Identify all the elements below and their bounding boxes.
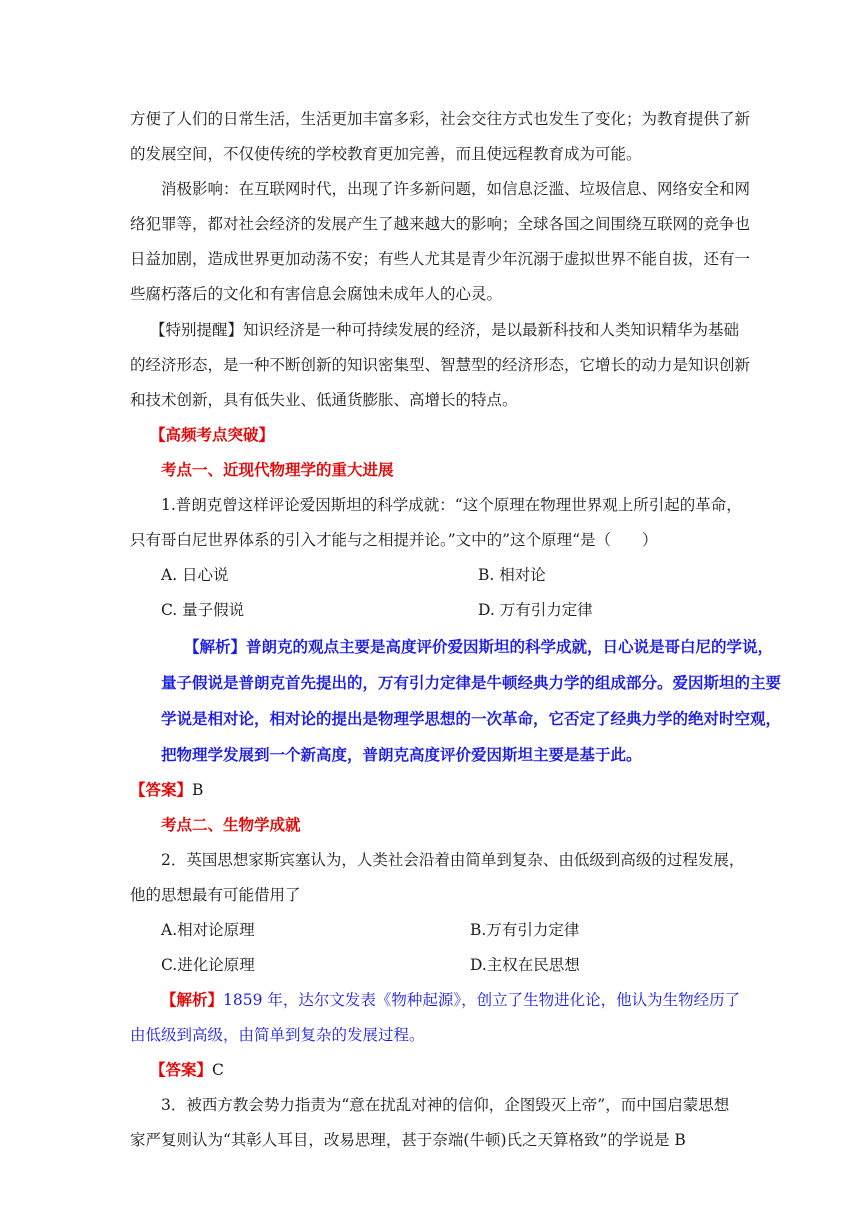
kp2-option-d: D.主权在民思想 bbox=[470, 956, 580, 974]
kp1-option-b: B. 相对论 bbox=[478, 566, 546, 584]
kp2-option-c: C.进化论原理 bbox=[161, 956, 255, 974]
para3-line1: 【特别提醒】知识经济是一种可持续发展的经济，是以最新科技和人类知识精华为基础 bbox=[150, 321, 740, 339]
kp2-answer-tag: 【答案】 bbox=[150, 1061, 213, 1079]
kp1-title: 考点一、近现代物理学的重大进展 bbox=[161, 461, 394, 479]
kp2-option-b: B.万有引力定律 bbox=[470, 921, 580, 939]
para3-line3: 和技术创新，具有低失业、低通货膨胀、高增长的特点。 bbox=[130, 391, 518, 409]
kp2-answer-value: C bbox=[212, 1061, 224, 1079]
para2-line4: 些腐朽落后的文化和有害信息会腐蚀未成年人的心灵。 bbox=[130, 285, 503, 303]
para3-line2: 的经济形态，是一种不断创新的知识密集型、智慧型的经济形态，它增长的动力是知识创新 bbox=[130, 356, 751, 374]
kp2-question-line1: 2．英国思想家斯宾塞认为，人类社会沿着由简单到复杂、由低级到高级的过程发展， bbox=[161, 851, 745, 869]
kp1-option-c: C. 量子假说 bbox=[161, 601, 245, 619]
kp1-answer-line bbox=[130, 779, 203, 801]
q3-line2: 家严复则认为“其彰人耳目，改易思理，甚于奈端(牛顿)氏之天算格致”的学说是 B bbox=[130, 1131, 686, 1149]
kp1-question-line2: 只有哥白尼世界体系的引入才能与之相提并论。”文中的”这个原理“是（ ） bbox=[130, 531, 658, 549]
kp1-explanation-line3: 学说是相对论，相对论的提出是物理学思想的一次革命，它否定了经典力学的绝对时空观， bbox=[161, 710, 782, 728]
kp2-explanation-line2: 由低级到高级，由简单到复杂的发展过程。 bbox=[130, 1026, 425, 1044]
kp1-explanation-line4: 把物理学发展到一个新高度，普朗克高度评价爱因斯坦主要是基于此。 bbox=[161, 746, 642, 764]
kp1-explanation-line2: 量子假说是普朗克首先提出的，万有引力定律是牛顿经典力学的组成部分。爱因斯坦的主要 bbox=[161, 674, 782, 692]
kp2-explanation-tag: 【解析】 bbox=[161, 991, 224, 1009]
kp1-answer-value: B bbox=[192, 781, 204, 799]
para2-line1: 消极影响：在互联网时代，出现了许多新问题，如信息泛滥、垃圾信息、网络安全和网 bbox=[161, 180, 751, 198]
kp1-explanation-line1: 【解析】普朗克的观点主要是高度评价爱因斯坦的科学成就，日心说是哥白尼的学说， bbox=[184, 638, 774, 656]
kp2-option-a: A.相对论原理 bbox=[161, 921, 255, 939]
kp1-option-d: D. 万有引力定律 bbox=[478, 601, 593, 619]
kp2-answer-line bbox=[150, 1059, 224, 1081]
para1-line2: 的发展空间，不仅使传统的学校教育更加完善，而且使远程教育成为可能。 bbox=[130, 145, 642, 163]
q3-line1: 3．被西方教会势力指责为“意在扰乱对神的信仰，企图毁灭上帝”，而中国启蒙思想 bbox=[161, 1096, 730, 1114]
kp2-title: 考点二、生物学成就 bbox=[161, 816, 301, 834]
kp1-answer-tag: 【答案】 bbox=[130, 781, 193, 799]
kp2-explanation-text1: 1859 年，达尔文发表《物种起源》，创立了生物进化论，他认为生物经历了 bbox=[223, 991, 741, 1009]
section-heading: 【高频考点突破】 bbox=[150, 426, 275, 444]
kp1-question-line1: 1.普朗克曾这样评论爱因斯坦的科学成就：“这个原理在物理世界观上所引起的革命， bbox=[161, 496, 742, 514]
kp2-explanation-line1 bbox=[161, 989, 740, 1011]
kp1-option-a: A. 日心说 bbox=[161, 566, 229, 584]
para1-line1: 方便了人们的日常生活，生活更加丰富多彩，社会交往方式也发生了变化；为教育提供了新 bbox=[130, 110, 751, 128]
kp2-question-line2: 他的思想最有可能借用了 bbox=[130, 886, 301, 904]
para2-line2: 络犯罪等，都对社会经济的发展产生了越来越大的影响；全球各国之间围绕互联网的竞争也 bbox=[130, 215, 751, 233]
para2-line3: 日益加剧，造成世界更加动荡不安；有些人尤其是青少年沉溺于虚拟世界不能自拔，还有一 bbox=[130, 250, 751, 268]
